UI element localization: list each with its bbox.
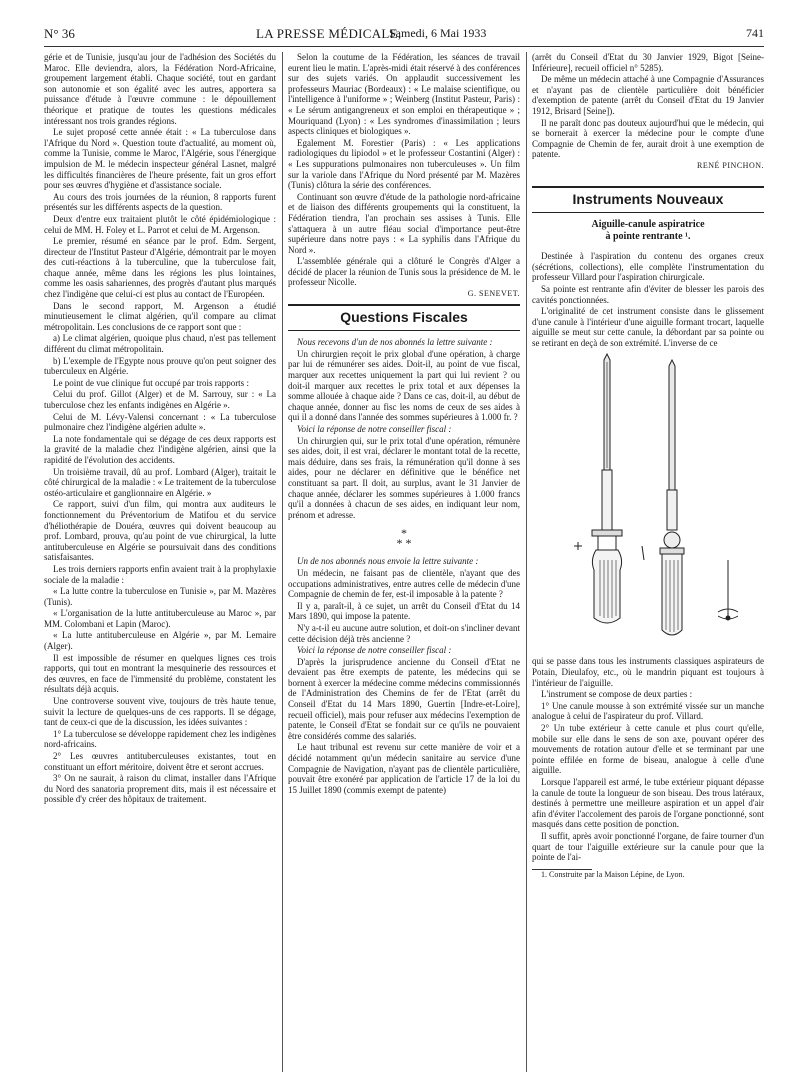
paragraph: Selon la coutume de la Fédération, les séances de travail eurent lieu le matin. L'après-midi était réservé à des conférences sur des sujets variés. On applaudit successivement les professeurs Mauriac (Bordeaux) : « Le malaise scientifique, ou l'intelligence à l'uniforme » ; Weinberg (Institut Pasteur, Paris) : « Le sérum antigangreneux et son emploi en thérapeutique » ; Mouriquand (Lyon) : « Les syndromes d'inassimilation ; leurs aspects cliniques et biologiques ».: [288, 52, 520, 137]
paragraph: L'instrument se compose de deux parties :: [541, 689, 693, 700]
signature-pinchon: RENÉ PINCHON.: [697, 160, 764, 170]
question-1-text: Un chirurgien reçoit le prix global d'une opération, à charge par lui de rémunérer ses aides. Doit-il, au point de vue fiscal, marquer aux recettes uniquement la part qui lui revient ? ou doit-il marquer aux recettes le prix total et aux dépenses la somme allouée à chaque aide ? Dans ce cas, doit-il, au début de chaque année, donner au fisc les noms de ceux de ses aides à qui il a donné dans l'année des sommes supérieures à 1.000 fr. ?: [288, 348, 520, 423]
paragraph: Il y a, paraît-il, à ce sujet, un arrêt du Conseil d'Etat du 14 Mars 1890, qui impose la patente.: [288, 600, 520, 622]
subhead-line-2: à pointe rentrante ¹.: [605, 231, 691, 243]
paragraph: Sa pointe est rentrante afin d'éviter de blesser les parois des cavités ponctionnées.: [532, 283, 764, 305]
paragraph: Le sujet proposé cette année était : « La tuberculose dans l'Afrique du Nord ». Question toute d'actualité, au moment où, comme la Tunisie, comme le Maroc, l'Algérie, sous l'énergique impulsion de M. le médecin inspecteur général Lasnet, malgré les difficultés financières de l'heure présente, fait un gros effort pour ses œuvres d'hygiène et d'assistance sociale.: [44, 127, 276, 191]
paragraph: Le haut tribunal est revenu sur cette manière de voir et a décidé notamment qu'un médecin sanitaire au service d'une Compagnie de Navigation, n'ayant pas de clientèle particulière, pouvait être exonéré par application de l'article 17 de la loi du 15 Juillet 1890 (commis exempt de patente): [288, 742, 520, 795]
paragraph: Celui de M. Lévy-Valensi concernant : « La tuberculose pulmonaire chez l'indigène algérien adulte ».: [44, 411, 276, 433]
page-number: 741: [746, 26, 764, 40]
paragraph: Destinée à l'aspiration du contenu des organes creux (sécrétions, collections), elle complète l'instrumentation du professeur Villard pour l'aspiration chirurgicale.: [532, 251, 764, 283]
surgical-needle-cannula-illustration: [532, 350, 764, 650]
article-subhead: [532, 219, 764, 243]
paragraph: « La lutte contre la tuberculose en Tunisie », par M. Mazères (Tunis).: [44, 586, 276, 607]
section-rule-thin: [288, 330, 520, 331]
answer-2-intro: Voici la réponse de notre conseiller fiscal :: [297, 645, 452, 656]
paragraph: b) L'exemple de l'Egypte nous prouve qu'on peut soigner des tuberculeux en Algérie.: [44, 355, 276, 377]
paragraph: Une controverse souvent vive, toujours de très haute tenue, suivit la lecture de quelques-uns de ces rapports. Il se dégage, tant de ceux-ci que de la discussion, les idées suivantes :: [44, 696, 276, 728]
header-rule: [44, 46, 764, 47]
paragraph: (arrêt du Conseil d'Etat du 30 Janvier 1929, Bigot [Seine-Inférieure], recueil officiel n° 5285).: [532, 52, 764, 73]
page-header: [44, 12, 764, 46]
answer-1-intro: Voici la réponse de notre conseiller fiscal :: [297, 424, 452, 434]
paragraph: Il suffit, après avoir ponctionné l'organe, de faire tourner d'un quart de tour l'aiguille extérieure sur la canule pour que la pointe de l'ai-: [532, 830, 764, 863]
footnote: 1. Construite par la Maison Lépine, de Lyon.: [541, 869, 685, 879]
issue-date: Samedi, 6 Mai 1933: [389, 26, 487, 40]
paragraph: Il est impossible de résumer en quelques lignes ces trois rapports, qui tout en montrant la mesquinerie des ressources et des œuvres, en face de l'immensité du problème, constatent les résultats déjà acquis.: [44, 652, 276, 695]
paragraph: Celui du prof. Gillot (Alger) et de M. Sarrouy, sur : « La tuberculose chez les enfants indigènes en Algérie ».: [44, 389, 276, 410]
paragraph: 2° Un tube extérieur à cette canule et plus court qu'elle, mobile sur elle dans le sens de son axe, pouvant opérer des mouvements de rotation autour d'elle et se terminant par une pointe effilée en forme de biseau, analogue à celle d'une aiguille.: [532, 723, 764, 776]
paragraph: De même un médecin attaché à une Compagnie d'Assurances et n'ayant pas de clientèle particulière doit bénéficier d'exemption de patente (arrêt du Conseil d'Etat du 19 Janvier 1912, Brisard [Seine]).: [532, 74, 764, 116]
paragraph: a) Le climat algérien, quoique plus chaud, n'est pas tellement différent du climat métropolitain.: [44, 333, 276, 355]
section-rule-thin: [532, 212, 764, 213]
journal-title: LA PRESSE MÉDICALE,: [256, 26, 402, 41]
issue-number: N° 36: [44, 26, 75, 41]
section-rule: [532, 186, 764, 188]
federation-report-continued: [288, 52, 520, 288]
section-title-questions-fiscales: Questions Fiscales: [340, 308, 468, 325]
paragraph: Les trois derniers rapports enfin avaient trait à la prophylaxie sociale de la maladie :: [44, 563, 276, 585]
answer-1-text: Un chirurgien qui, sur le prix total d'une opération, rémunère ses aides, doit, il est vrai, déclarer le montant total de la recette, mais déduire, dans ses frais, la rémunération qu'il donne à ses aides, pour ne déclarer en définitive que le bénéfice net constituant sa part. Il doit, au surplus, avant le 31 Janvier de chaque année, déclarer les sommes supérieures à 1.000 francs qu'il a données à chacun de ses aides, en indiquant leur nom, prénom et adresse.: [288, 435, 520, 520]
paragraph: D'après la jurisprudence ancienne du Conseil d'Etat ne devaient pas être exempts de patente, les médecins qui se bornent à exercer la médecine comme médecins commissionnés de l'Administration des Chemins de fer de l'Etat (arrêt du Conseil d'Etat du 14 Mars 1890, Guertin [Indre-et-Loire], recueil officiel), mais pour refuser aux médecins l'exemption de patente, le Conseil d'Etat se fondait sur ce qu'ils ne pouvaient être considérés comme des salariés.: [288, 656, 520, 741]
paragraph: Dans le second rapport, M. Argenson a étudié minutieusement le climat algérien, qu'il compare au climat métropolitain. Les conclusions de ce rapport sont que :: [44, 300, 276, 332]
paragraph: 1° La tuberculose se développe rapidement chez les indigènes nord-africains.: [44, 728, 277, 750]
paragraph: N'y a-t-il eu aucune autre solution, et doit-on s'incliner devant cette décision déjà très ancienne ?: [288, 622, 520, 644]
paragraph: Le premier, résumé en séance par le prof. Edm. Sergent, directeur de l'Institut Pasteur d'Algérie, démontrait par le moyen des cuti-réactions à la tuberculine, que la tuberculose fait, chaque année, même dans les régions les plus lointaines, comme les oasis sahariennes, des progrès d'autant plus marqués chez l'indigène que celui-ci est plus au contact de l'Européen.: [44, 236, 276, 300]
paragraph: Deux d'entre eux traitaient plutôt le côté épidémiologique : celui de MM. H. Foley et L. Parrot et celui de M. Argenson.: [44, 213, 276, 235]
newspaper-page: [44, 12, 764, 1072]
column-1: [44, 52, 276, 1072]
paragraph: Un médecin, ne faisant pas de clientèle, n'ayant que des occupations administratives, entre autres celle de médecin d'une Compagnie de chemin de fer, est-il imposable à la patente ?: [288, 567, 520, 600]
paragraph: Le point de vue clinique fut occupé par trois rapports :: [53, 377, 249, 388]
paragraph: 2° Les œuvres antituberculeuses existantes, tout en constituant un effort méritoire, doivent être et seront accrues.: [44, 751, 276, 772]
section-stars-separator: * * *: [396, 526, 412, 551]
paragraph: Il ne paraît donc pas douteux aujourd'hui que le médecin, qui se bornerait à exercer la médecine pour le compte d'une Compagnie de Chemin de fer, aurait droit à une exemption de patente.: [532, 117, 764, 160]
question-2-text: [288, 568, 520, 644]
paragraph: gérie et de Tunisie, jusqu'au jour de l'adhésion des Sociétés du Maroc. Elle deviendra, alors, la Fédération Nord-Africaine, groupement largement établi. Chaque société, tout en gardant son autonomie et son égalité avec les autres, apportera sa puissance d'étude à l'œuvre commune : le dépouillement théorique et pratique de toutes les questions médicales intéressant nos trois grandes régions.: [44, 52, 276, 126]
column-divider-1: [282, 52, 283, 1072]
question-1-intro: Nous recevons d'un de nos abonnés la lettre suivante :: [297, 337, 493, 348]
paragraph: L'originalité de cet instrument consiste dans le glissement d'une canule à l'intérieur d'une aiguille formant trocart, laquelle aiguille se meut sur cette canule, la débordant par sa pointe ou se retirant en deçà de son extrémité. L'inverse de ce: [532, 306, 764, 348]
fiscal-answer-continued: [532, 52, 764, 160]
answer-2-text: [288, 657, 520, 796]
paragraph: Egalement M. Forestier (Paris) : « Les applications radiologiques du lipiodol » et le professeur Costantini (Alger) : « Les suppurations pulmonaires non tuberculeuses ». Un film sur la variole dans l'Afrique du Nord présenté par M. Mazères (Tunis) clôtura la série des conférences.: [288, 137, 520, 191]
paragraph: Lorsque l'appareil est armé, le tube extérieur piquant dépasse la canule de toute la longueur de son biseau. Des trous latéraux, destinés à permettre une meilleure aspiration et un appel d'air afin d'éviter l'accolement des parois de l'organe ponctionné, sont masqués dans cette position de ponction.: [532, 777, 764, 830]
subhead-line-1: Aiguille-canule aspiratrice: [591, 219, 705, 231]
column-divider-2: [526, 52, 527, 1072]
paragraph: 1° Une canule mousse à son extrémité vissée sur un manche analogue à celui de l'aspirateur du prof. Villard.: [532, 700, 764, 722]
column-2: [288, 52, 520, 1072]
paragraph: Au cours des trois journées de la réunion, 8 rapports furent présentés sur les différents aspects de la question.: [44, 191, 276, 213]
paragraph: « L'organisation de la lutte antituberculeuse au Maroc », par MM. Colombani et Lapin (Maroc).: [44, 608, 276, 629]
instrument-intro: [532, 251, 764, 348]
paragraph: Un troisième travail, dû au prof. Lombard (Alger), traitait le côté chirurgical de la maladie : « Le traitement de la tuberculose ostéo-articulaire et ganglionnaire en Algérie. »: [44, 466, 276, 498]
question-2-intro: Un de nos abonnés nous envoie la lettre suivante :: [297, 556, 479, 567]
column-3: [532, 52, 764, 1072]
paragraph: La note fondamentale qui se dégage de ces deux rapports est la gravité de la maladie chez l'indigène algérien, ainsi que la rapidité de l'évolution des accidents.: [44, 433, 276, 465]
paragraph: qui se passe dans tous les instruments classiques aspirateurs de Potain, Dieulafoy, etc., où le mandrin piquant est toujours à l'intérieur de l'aiguille.: [532, 656, 764, 688]
instrument-description: [532, 656, 764, 862]
paragraph: Continuant son œuvre d'étude de la pathologie nord-africaine et de liaison des différents groupements qui la constituent, la Fédération tiendra, l'an prochain ses assises à Tunis. Elle s'attaquera à un autre fléau social d'importance peut-être supérieure dans notre pays : « La syphilis dans l'Afrique du Nord ».: [288, 191, 520, 255]
paragraph: 3° On ne saurait, à raison du climat, installer dans l'Afrique du Nord des sanatoria proprement dits, mais il est nécessaire et possible d'y créer des hôpitaux de traitement.: [44, 773, 276, 805]
section-title-instruments-nouveaux: Instruments Nouveaux: [572, 190, 724, 207]
instrument-drawing-icon: [532, 350, 764, 650]
paragraph: « La lutte antituberculeuse en Algérie », par M. Lemaire (Alger).: [44, 630, 276, 652]
paragraph: L'assemblée générale qui a clôturé le Congrès d'Alger a décidé de placer la réunion de Tunis sous la présidence de M. le professeur Nicolle.: [288, 256, 520, 288]
signature-senevet: G. SENEVET.: [467, 289, 520, 299]
paragraph: Ce rapport, suivi d'un film, qui montra aux auditeurs le fonctionnement du Préventorium de Matifou et du service d'héliothérapie de Douéra, œuvres qui doivent beaucoup au prof. Lombard, prouva, qu'au point de vue chirurgical, la lutte antituberculeuse en Algérie se poursuivait dans des conditions satisfaisantes.: [44, 499, 276, 563]
section-rule: [288, 304, 520, 306]
